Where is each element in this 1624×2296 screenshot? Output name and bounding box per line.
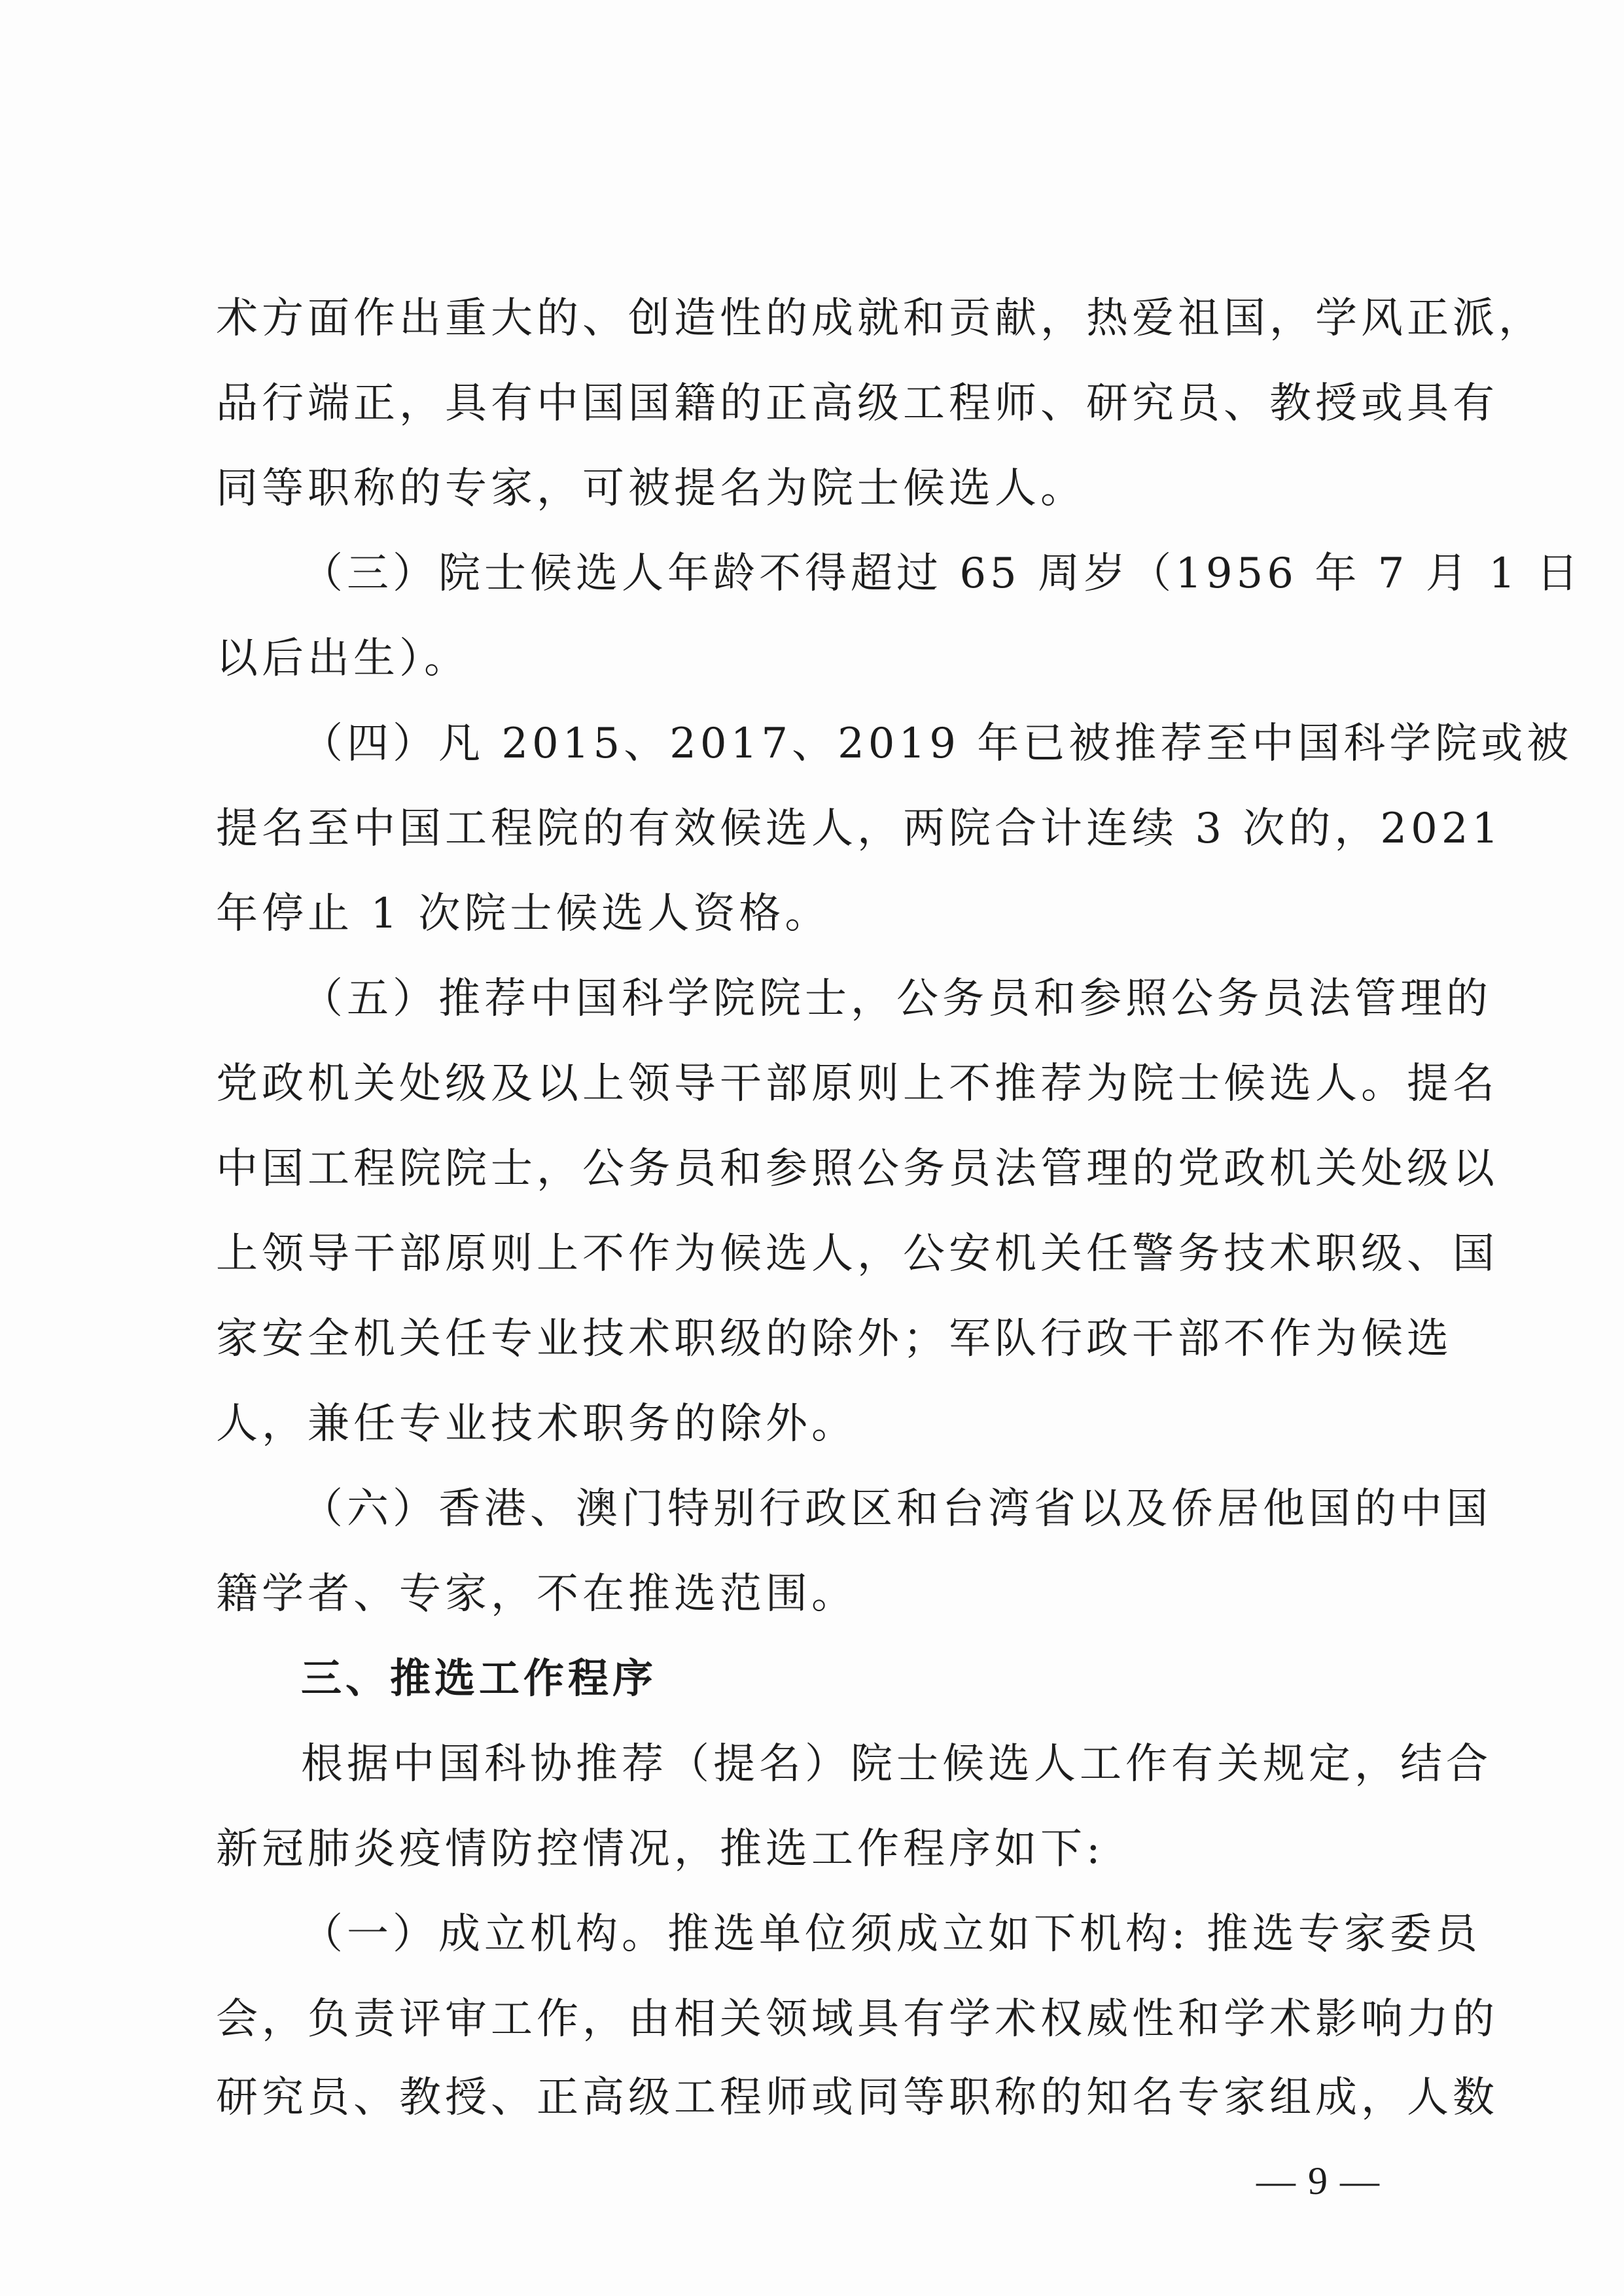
text-line: 中国工程院院士，公务员和参照公务员法管理的党政机关处级以	[216, 1145, 1498, 1193]
text-line: 品行端正，具有中国国籍的正高级工程师、研究员、教授或具有	[216, 379, 1498, 428]
text-line: 党政机关处级及以上领导干部原则上不推荐为院士候选人。提名	[216, 1060, 1498, 1108]
text-line: 根据中国科协推荐（提名）院士候选人工作有关规定，结合	[301, 1740, 1492, 1788]
text-line: 年停止 1 次院士候选人资格。	[216, 890, 831, 938]
text-line: （六）香港、澳门特别行政区和台湾省以及侨居他国的中国	[301, 1485, 1492, 1533]
text-line: （三）院士候选人年龄不得超过 65 周岁（1956 年 7 月 1 日	[301, 549, 1583, 598]
text-line: 家安全机关任专业技术职级的除外；军队行政干部不作为候选	[216, 1315, 1453, 1363]
text-line: 人，兼任专业技术职务的除外。	[216, 1400, 857, 1448]
text-line: 籍学者、专家，不在推选范围。	[216, 1570, 857, 1618]
text-line: 会，负责评审工作，由相关领域具有学术权威性和学术影响力的	[216, 1995, 1498, 2044]
text-line: 提名至中国工程院的有效候选人，两院合计连续 3 次的，2021	[216, 805, 1503, 853]
text-line: （四）凡 2015、2017、2019 年已被推荐至中国科学院或被	[301, 720, 1573, 768]
text-line: 同等职称的专家，可被提名为院士候选人。	[216, 464, 1086, 513]
text-line: 以后出生）。	[216, 635, 470, 683]
text-line: 新冠肺炎疫情防控情况，推选工作程序如下:	[216, 1825, 1104, 1873]
text-line: 术方面作出重大的、创造性的成就和贡献，热爱祖国，学风正派，	[216, 294, 1544, 343]
text-line: （一）成立机构。推选单位须成立如下机构: 推选专家委员	[301, 1910, 1481, 1958]
text-line: 上领导干部原则上不作为候选人，公安机关任警务技术职级、国	[216, 1230, 1498, 1278]
text-line: 研究员、教授、正高级工程师或同等职称的知名专家组成，人数	[216, 2074, 1498, 2122]
page-number: — 9 —	[1256, 2159, 1381, 2202]
section-heading: 三、推选工作程序	[301, 1654, 658, 1702]
text-line: （五）推荐中国科学院院士，公务员和参照公务员法管理的	[301, 975, 1492, 1023]
